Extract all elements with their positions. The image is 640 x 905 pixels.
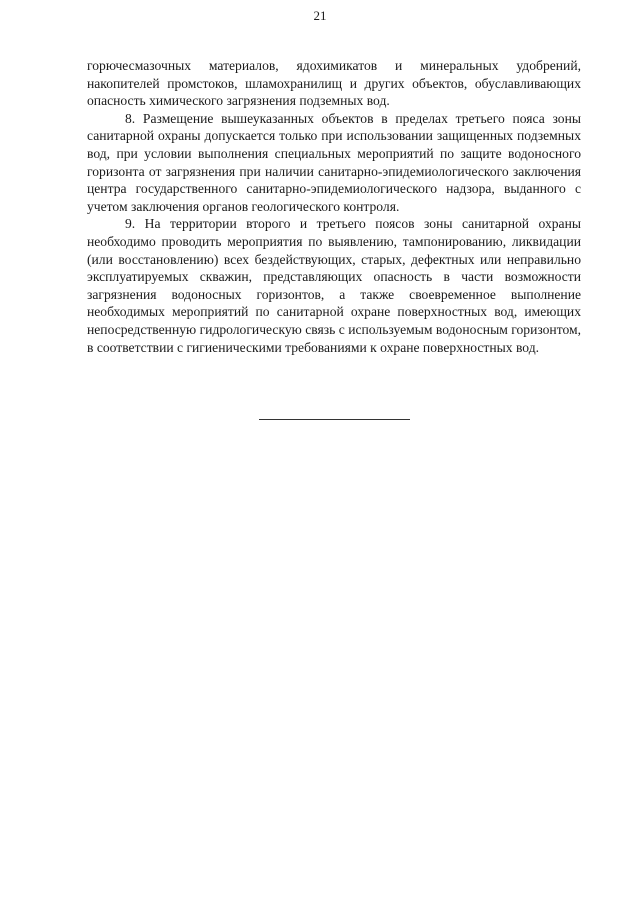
paragraph-item-9: 9. На территории второго и третьего поясов зоны санитарной охраны необходимо проводить мероприятия по выявлению, тампонированию, ликвидации (или восстановлению) всех бездействующих, старых, дефектных или неправильно эксплуатируемых скважин, представляющих опасность в части возможности загрязнения водоносных горизонтов, а также своевременное выполнение необходимых мероприятий по санитарной охране поверхностных вод, имеющих непосредственную гидрологическую связь с используемым водоносным горизонтом, в соответствии с гигиеническими требованиями к охране поверхностных вод. bbox=[87, 216, 581, 355]
page-number: 21 bbox=[313, 8, 327, 23]
end-divider-line bbox=[259, 419, 410, 420]
paragraph-item-8: 8. Размещение вышеуказанных объектов в пределах третьего пояса зоны санитарной охраны допускается только при использовании защищенных подземных вод, при условии выполнения специальных мероприятий по защите водоносного горизонта от загрязнения при наличии санитарно-эпидемиологического заключения центра государственного санитарно-эпидемиологического надзора, выданного с учетом заключения органов геологического контроля. bbox=[87, 110, 581, 214]
document-body bbox=[87, 57, 581, 356]
paragraph-continuation: горючесмазочных материалов, ядохимикатов и минеральных удобрений, накопителей промстоков, шламохранилищ и других объектов, обуславливающих опасность химического загрязнения подземных вод. bbox=[87, 58, 581, 109]
